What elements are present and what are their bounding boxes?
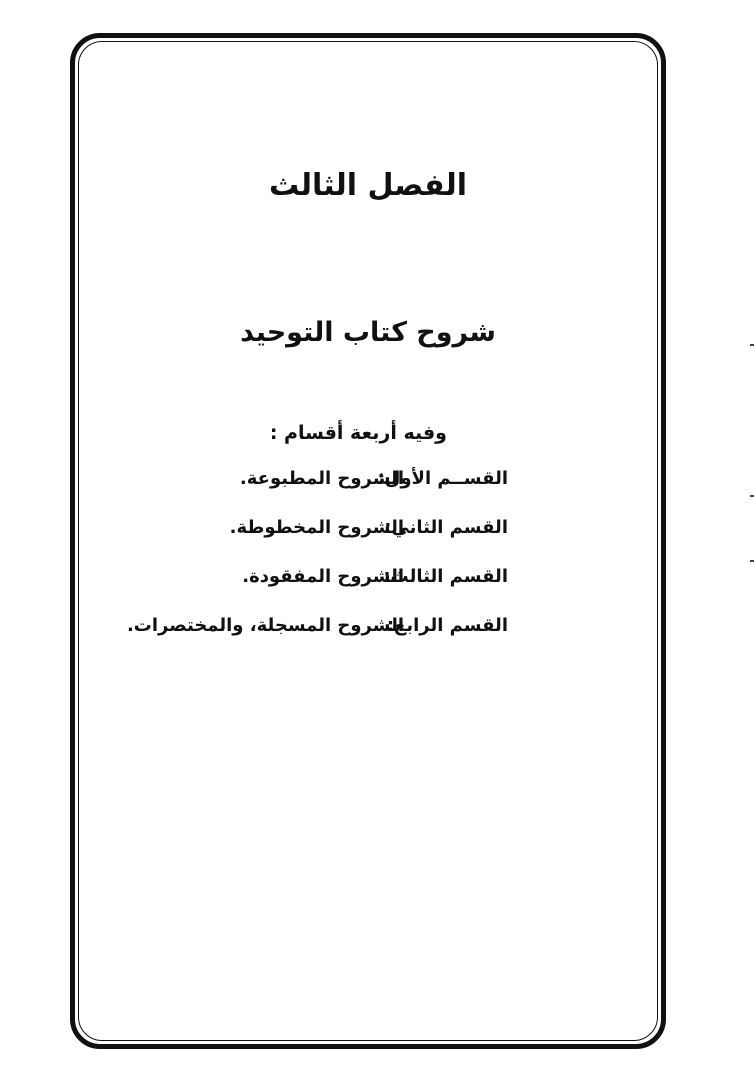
section-label: القسم الثاني: bbox=[384, 517, 508, 538]
margin-tick bbox=[750, 560, 754, 562]
section-item bbox=[108, 462, 508, 511]
margin-tick bbox=[750, 495, 754, 497]
section-label: القسم الرابع: bbox=[386, 615, 508, 636]
section-text: الشروح المخطوطة. bbox=[229, 517, 404, 538]
section-item bbox=[108, 511, 508, 560]
section-item bbox=[108, 560, 508, 609]
sections-list bbox=[108, 462, 508, 658]
margin-tick bbox=[750, 344, 754, 346]
section-text: الشروح المسجلة، والمختصرات. bbox=[126, 615, 404, 636]
section-label: القسم الثالث: bbox=[383, 566, 508, 587]
chapter-title: الفصل الثالث bbox=[268, 168, 467, 203]
section-text: الشروح المفقودة. bbox=[242, 566, 404, 587]
section-text: الشروح المطبوعة. bbox=[239, 468, 404, 489]
book-title: شروح كتاب التوحيد bbox=[240, 317, 496, 348]
section-item bbox=[108, 609, 508, 658]
section-label: القســم الأول: bbox=[377, 468, 508, 489]
sections-intro: وفيه أربعة أقسام : bbox=[269, 422, 447, 444]
